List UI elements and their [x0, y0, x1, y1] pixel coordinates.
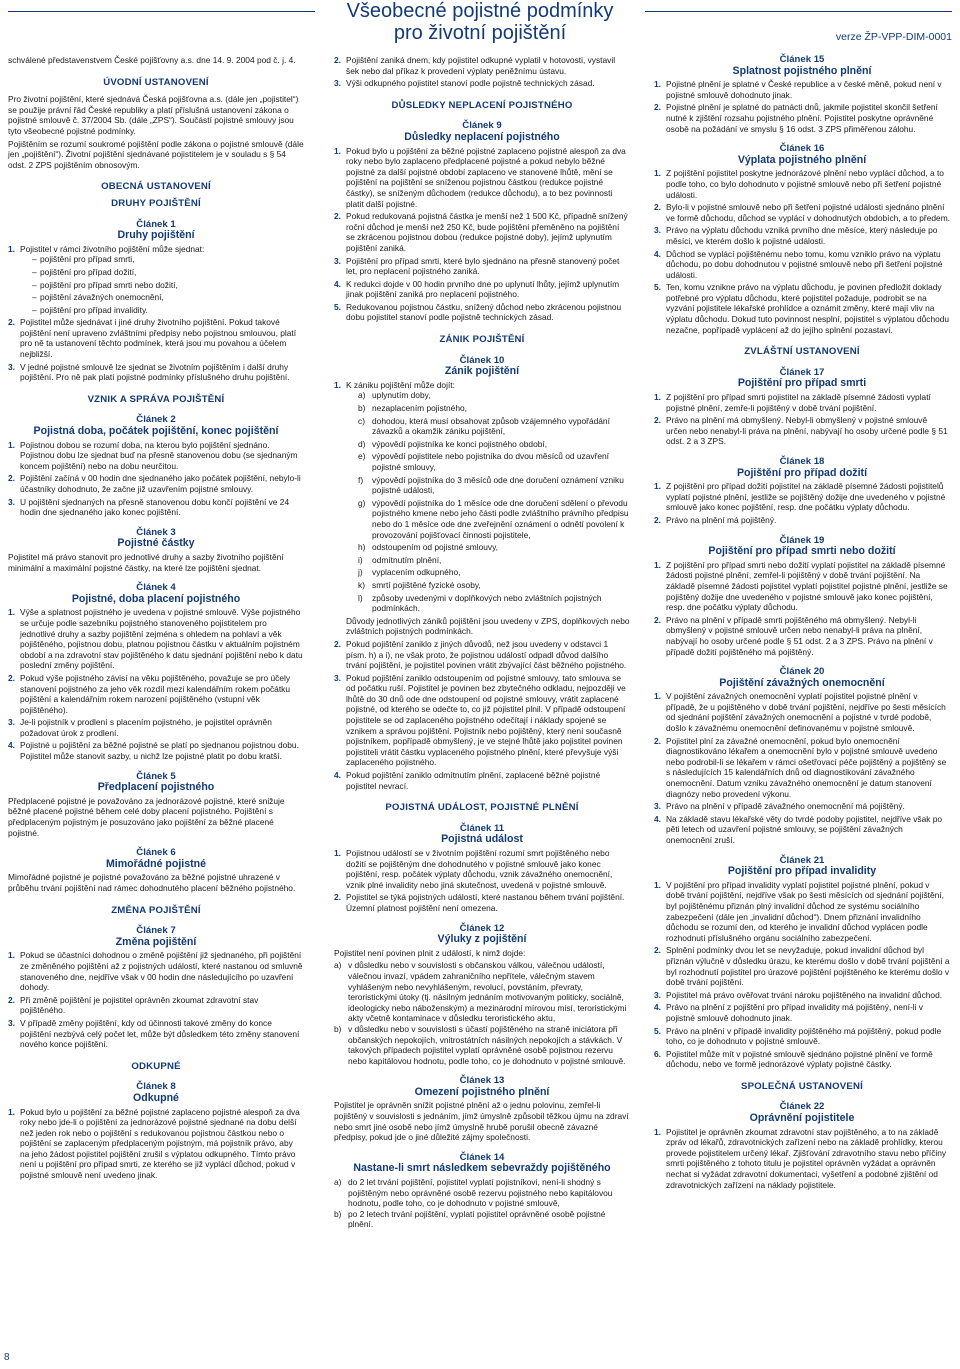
article-10-list [334, 380, 630, 791]
article-1-list [8, 244, 304, 383]
list-item: 2. Právo na plnění v případě smrti pojištěného má obmyšlený. Nebyl-li obmyšlený v pojistné smlouvě určen nebo nenabyl-li práva na plnění, nabývají ho osoby určené podle § 51 odst. 2 a 3 ZPS. Právo na plnění v případě dožití pojištěného má pojištěný. [654, 614, 933, 657]
list-item: 2. Pojištění zaniká dnem, kdy pojistitel odkupné vyplatil v hotovosti, vystavil šek nebo dal příkaz k provedení výplaty peněžnímu ústavu. [334, 55, 616, 76]
article-14-number: Článek 14 [459, 1151, 505, 1163]
article-8-number: Článek 8 [136, 1081, 176, 1093]
list-item: 3. Je-li pojistník v prodlení s placením pojistného, je pojistitel oprávněn požadovat úrok z prodlení. [8, 717, 272, 738]
article-19-number: Článek 19 [779, 534, 825, 546]
section-zanik: ZÁNIK POJIŠTĚNÍ [439, 334, 525, 346]
article-2-number: Článek 2 [136, 414, 176, 426]
article-8-list-cont [334, 55, 630, 89]
list-item: 1. K zániku pojištění může dojít: a) uplynutím doby, b) nezaplacením pojistného, c) dohodou, která musí obsahovat způsob vzájemného vypořádání závazků a okamžik zániku pojištění, d) výpovědí pojistníka ke konci pojistného období, e) výpovědí pojistitele nebo pojistníka do dvou měsíců od uzavření pojistné smlouvy, f) výpovědí pojistníka do 3 měsíců ode dne doručení oznámení vzniku pojistné události, g) výpovědí pojistníka do 1 měsíce ode dne doručení sdělení o převodu pojistného kmene nebo jeho části podle zvláštního právního předpisu nebo do 1 měsíce ode dne zveřejnění oznámení o odnětí povolení k provozování pojišťovací činnosti pojistitele, h) odstoupením od pojistné smlouvy, i) odmítnutím plnění, j) vyplacením odkupného, k) smrtí pojištěné fyzické osoby, l) způsoby uvedenými v doplňkových nebo zvláštních pojistných podmínkách. Důvody jednotlivých zániků pojištění jsou uvedeny v ZPS, doplňkových nebo zvláštních pojistných podmínkách. [334, 379, 630, 637]
list-item: 2. Pojištění začíná v 00 hodin dne sjednaného jako počátek pojištění, nebylo-li účastníky dohodnuto, že začne již uzavřením pojistné smlouvy. [8, 473, 301, 494]
version-label: verze ŽP-VPP-DIM-0001 [835, 31, 952, 43]
section-dusledky: DŮSLEDKY NEPLACENÍ POJISTNÉHO [391, 99, 573, 111]
list-item: 2. Pokud pojištění zaniklo z jiných důvodů, než jsou uvedeny v odstavci 1 písm. h) a i), ne však proto, že pojistnou událostí odpadl důvod dalšího trvání pojištění, je pojistitel povinen vrátit zbývající část běžného pojistného. [334, 638, 627, 671]
list-item: 2. Pojistitel se týká pojistných událostí, které nastanou během trvání pojištění. Územní platnost pojištění není omezena. [334, 892, 625, 913]
article-16-list [654, 168, 950, 335]
list-item: b) nezaplacením pojistného, [358, 403, 467, 414]
article-17-list [654, 392, 950, 447]
article-10-note: Důvody jednotlivých zániků pojištění jsou uvedeny v ZPS, doplňkových nebo zvláštních pojistných podmínkách. [346, 615, 630, 637]
list-item: 2. Pokud redukovaná pojistná částka je menší než 1 500 Kč, případně snížený roční důchod je menší než 250 Kč, bude pojištění přeměněno na pojištění se zkrácenou pojistnou dobou (redukce pojistné doby), jejímž uplynutím pojištění zaniká. [334, 211, 628, 253]
section-zvlastni: ZVLÁŠTNÍ USTANOVENÍ [744, 346, 860, 358]
article-20-number: Článek 20 [779, 666, 825, 678]
section-zmena: ZMĚNA POJIŠTĚNÍ [111, 904, 201, 916]
column-right [654, 55, 950, 1192]
list-item: j) vyplacením odkupného, [358, 567, 461, 578]
list-item: 1. Pojistnou dobou se rozumí doba, na kterou bylo pojištění sjednáno. Pojistnou dobu lze sjednat buď na přesně stanovenou dobu (se sjednaným koncem pojištění) nebo na dobu neurčitou. [8, 439, 298, 471]
article-1-item-2: 2. Pojistitel může sjednávat i jiné druhy životního pojištění. Pokud takové pojištění není upraveno zvláštními předpisy nebo pojistnou smlouvou, platí pro ně ta ustanovení těchto podmínek, která jsou mu povahou a účelem nejbližší. [8, 317, 297, 360]
list-item: 2. Pokud výše pojistného závisí na věku pojištěného, považuje se pro účely stanovení pojistného za jeho věk rozdíl mezi kalendářním rokem počátku pojištění a kalendářním rokem narození pojištěného (vstupní věk pojištěného). [8, 672, 291, 715]
section-vznik: VZNIK A SPRÁVA POJIŠTĚNÍ [87, 393, 225, 405]
article-22-title: Oprávnění pojistitele [749, 1112, 855, 1125]
list-item: 1. Z pojištění pojistitel poskytne jednorázové plnění nebo vyplácí důchod, a to podle toho, co bylo dohodnuto v pojistné smlouvě nebo při šetření pojistné události. [654, 168, 944, 200]
list-item: 3. U pojištění sjednaných na přesně stanovenou dobu končí pojištění ve 24 hodin dne sjednaného jako konec pojištění. [8, 496, 290, 518]
section-obecna: OBECNÁ USTANOVENÍ [101, 181, 211, 193]
list-item: g) výpovědí pojistníka do 1 měsíce ode dne doručení sdělení o převodu pojistného kmene nebo jeho části podle zvláštního právního předpisu nebo do 1 měsíce ode dne zveřejnění oznámení o odnětí povolení k provozování pojišťovací činnosti pojistitele, [358, 497, 629, 540]
article-18-list [654, 481, 950, 525]
article-22-list [654, 1127, 950, 1191]
list-item: b) po 2 letech trvání pojištění, vyplatí pojistitel oprávněné osobě pojistné plnění. [334, 1208, 606, 1230]
list-item: 3. Právo na plnění v případě závažného onemocnění má pojištěný. [654, 801, 905, 812]
list-item: e) výpovědí pojistitele nebo pojistníka do dvou měsíců od uzavření pojistné smlouvy, [358, 451, 609, 472]
list-item: 5. Ten, komu vznikne právo na výplatu důchodu, je povinen předložit doklady potřebné pro výplatu důchodu, které pojistitel požaduje, podrobit se na vyzvání pojistitele lékařské prohlídce a oznámit změny, které mají vliv na výplatu důchodu. Dokud tuto povinnost nesplní, pojistitel s výplatou důchodu nezačne, popřípadě vyplácení až do jejího splnění pozastaví. [654, 282, 950, 335]
list-item: 1. Pojistnou událostí se v životním pojištění rozumí smrt pojištěného nebo dožití se pojištěným dne dohodnutého v pojistné smlouvě jako konec pojištění, resp. počátek výplaty důchodu, vznik závažného onemocnění, vznik plné invalidity nebo jiná skutečnost, uvedená v pojistné smlouvě. [334, 848, 613, 890]
column-left [8, 55, 304, 1183]
article-1-item-3: 3. V jedné pojistné smlouvě lze sjednat se životním pojištěním i další druhy pojištění. Pro ně pak platí pojistné podmínky příslušného druhu pojištění. [8, 361, 290, 383]
suicide-clauses-list [334, 1177, 630, 1230]
article-18-number: Článek 18 [779, 456, 825, 467]
article-10-title: Zánik pojištění [444, 365, 520, 378]
list-item: 3. Pojistitel má právo ověřovat trvání nároku pojištěného na invalidní důchod. [654, 989, 943, 1000]
article-19-list [654, 560, 950, 657]
list-item: 3. Pokud pojištění zaniklo odstoupením od pojistné smlouvy, tato smlouva se od počátku ruší. Pojistitel je povinen bez zbytečného odkladu, nejpozději ve lhůtě do 30 dnů ode dne odstoupení od pojistné smlouvy, vrátit zaplacené pojistné, od kterého se odečte to, co již pojistitel plnil. V případě odstoupení pojistitele se od zaplaceného pojistného odečítají i náklady spojené se vznikem a správou pojištění. Pojistník nebo pojištěný, který není současně pojistníkem, popřípadě obmyšlený, je ve stejné lhůtě jako pojistitel povinen pojistiteli vrátit částku vyplaceného pojistného plnění, které převyšuje výši zaplaceného pojistného. [334, 672, 626, 768]
insurance-types-list [20, 254, 304, 315]
list-item: 1. V pojištění pro případ invalidity vyplatí pojistitel pojistné plnění, pokud v době trvání pojištění, nejdříve však po šesti měsících od sjednání pojištění, byl pojištěnému přiznán plný invalidní důchod ze systému sociálního zabezpečení (dále jen „invalidní důchod“). Dnem přiznání invalidního důchodu se rozumí den, od kterého je invalidní důchod vyplácen podle rozhodnutí příslušného orgánu sociálního zabezpečení. [654, 879, 944, 943]
article-17-title: Pojištění pro případ smrti [737, 377, 867, 390]
list-item: 3. Pojištění pro případ smrti, které bylo sjednáno na přesně stanovený počet let, pro neplacení pojistného zaniká. [334, 255, 620, 277]
list-item: – pojištění pro případ invalidity. [32, 305, 304, 316]
article-12-intro: Pojistitel není povinen plnit z událostí, k nimž dojde: [334, 947, 526, 958]
list-item: 4. Právo na plnění z pojištění pro případ invalidity má pojištěný, není-li v pojistné smlouvě dohodnuto jinak. [654, 1002, 923, 1023]
uvod-paragraph-1: Pro životní pojištění, které sjednává Česká pojišťovna a.s. (dále jen „pojistitel“) se použije právní řád České republiky a platí příslušná ustanovení zákona o pojistné smlouvě č. 37/2004 Sb. (dále „ZPS“). Součástí pojistné smlouvy jsou tyto všeobecné pojistné podmínky. [8, 94, 299, 136]
article-9-number: Článek 9 [462, 120, 502, 132]
section-spolecna: SPOLEČNÁ USTANOVENÍ [741, 1080, 863, 1092]
termination-reasons-list [346, 390, 630, 613]
section-uvod: ÚVODNÍ USTANOVENÍ [103, 76, 209, 88]
article-11-title: Pojistná událost [441, 833, 523, 846]
article-1-title: Druhy pojištění [117, 229, 195, 242]
list-item: 2. Splnění podmínky dvou let se nevyžaduje, pokud invalidní důchod byl přiznán výlučně v důsledku úrazu, ke kterému došlo v době trvání pojištění a byl rozhodnutí pojistitel pro úrazové pojištění pojištěného ke kterému došlo v době trvání pojištění. [654, 945, 950, 988]
article-21-list [654, 880, 950, 1070]
article-15-list [654, 79, 950, 134]
list-item: 4. Důchod se vyplácí pojištěnému nebo tomu, komu vzniklo právo na výplatu důchodu, po dobu dohodnutou v pojistné smlouvě nebo při šetření pojistné události. [654, 248, 943, 280]
article-6-number: Článek 6 [136, 847, 176, 859]
section-odkupne: ODKUPNÉ [131, 1060, 181, 1072]
article-15-number: Článek 15 [779, 54, 825, 65]
article-4-title: Pojistné, doba placení pojistného [71, 592, 241, 605]
list-item: 1. Pokud bylo u pojištění za běžné pojistné zaplaceno pojistné alespoň za dva roky nebo bylo zaplaceno předplacené pojistné a pokud nebylo běžné pojistné za další pojistné období zaplaceno ve stanovené lhůtě, mění se pojištění na pojištění se sníženou pojistnou částkou (redukce pojistné částky), se sníženým důchodem (redukce důchodu), a to bez povinnosti platit další pojistné. [334, 145, 626, 209]
list-item: 1. Pokud se účastníci dohodnou o změně pojištění již sjednaného, při pojištění ze změněného pojištění až z pojistných událostí, které nastanou od smluvně stanoveného dne, nejdříve však v 00 hodin dne následujícího po uzavření dohody. [8, 950, 303, 993]
list-item: 2. Pojistné plnění je splatné do patnácti dnů, jakmile pojistitel skončil šetření nutné k zjištění rozsahu pojistného plnění. Pojistitel poskytne oprávněné osobě na požádání ve smyslu § 16 odst. 3 ZPS přiměřenou zálohu. [654, 102, 938, 134]
uvod-paragraph-2: Pojištěním se rozumí soukromé pojištění podle zákona o pojistné smlouvě (dále jen „pojištění“). Životní pojištění sjednávané pojistitelem je v souladu s § 54 odst. 2 ZPS pojištěním obnosovým. [8, 138, 304, 170]
list-item: 1. Výše a splatnost pojistného je uvedena v pojistné smlouvě. Výše pojistného se určuje podle sazebníku pojistného stanoveného pojistitelem pro jednotlivé druhy a sazby pojištění zejména s ohledem na pohlaví a věk pojištěného, pojistnou dobu, platnou pojistnou částku v aktuálním pojistném období a na zdravotní stav pojištěného k datu sjednání pojištění nebo k datu poslední změny pojištění. [8, 607, 303, 671]
list-item: 1. Pokud bylo u pojištění za běžné pojistné zaplaceno pojistné alespoň za dva roky nebo jde-li o pojištění za jednorázové pojistné sjednané na dobu delší než jeden rok nebo o pojištění s redukovanou pojistnou částkou nebo o pojištění se zaplaceným předplaceným pojistným, má pojistník právo, aby na jeho žádost pojistitel pojištění zrušil s výplatou odkupného. Tímto právo není u pojištění pro případ smrti, ze kterého se již vyplácí důchod, pokud v pojistné smlouvě není uvedeno jinak. [8, 1106, 300, 1181]
column-middle [334, 55, 630, 1230]
article-4-number: Článek 4 [136, 582, 176, 594]
list-item: 4. Pojistné u pojištění za běžné pojistné se platí po sjednanou pojistnou dobu. Pojistitel může stanovit sazby, u nichž lze pojistné platit po dobu kratší. [8, 740, 299, 762]
list-item: 2. Právo na plnění má pojištěný. [654, 514, 777, 525]
article-14-title: Nastane-li smrt následkem sebevraždy pojištěného [353, 1162, 611, 1175]
list-item: – pojištění pro případ smrti, [32, 254, 304, 265]
article-21-number: Článek 21 [779, 854, 825, 866]
article-19-title: Pojištění pro případ smrti nebo dožití [708, 545, 896, 558]
section-druhy: DRUHY POJIŠTĚNÍ [111, 197, 201, 209]
document-title [0, 0, 960, 44]
document-title-line2: pro životní pojištění [315, 22, 645, 44]
article-7-title: Změna pojištění [115, 935, 197, 948]
list-item: a) v důsledku nebo v souvislosti s občanskou válkou, válečnou událostí, válečnou invazí, vpádem zahraničního nepřítele, válečným stavem vyhlášeným nebo nevyhlášeným, revolucí, povstáním, převraty, teroristickými útoky (tj. násilným jednáním motivovaným politicky, sociálně, ideologicky nebo náboženským) a mezinárodní mírovou misí, teroristickými akty včetně kontaminace v důsledku teroristického aktu, [334, 960, 627, 1024]
list-item: 1. Z pojištění pro případ smrti pojistitel na základě písemné žádosti vyplatí pojistné plnění, zemře-li pojištěný v době trvání pojištění. [654, 392, 931, 413]
article-13-number: Článek 13 [459, 1075, 505, 1087]
article-1-item-1: 1. Pojistitel v rámci životního pojištění může sjednat: – pojištění pro případ smrti, – pojištění pro případ dožití, – pojištění pro případ smrti nebo dožití, – pojištění závažných onemocnění, – pojištění pro případ invalidity. [8, 244, 304, 316]
page-number: 8 [4, 1352, 10, 1363]
list-item: 2. Pojistitel plní za závažné onemocnění, pokud bylo onemocnění diagnostikováno lékařem a onemocnění bylo v pojistné smlouvě uvedeno nebo podrobil-li se lékařem v rámci ošetřovací péče pojištěný a pojištěný se s následujících 15 kalendářních dnů od diagnostikování závažného onemocnění. Datum vzniku závažného onemocnění je datum stanovení diagnózy nebo provedení výkonu. [654, 735, 947, 799]
list-item: 2. Právo na plnění má obmyšlený. Nebyl-li obmyšlený v pojistné smlouvě určen nebo nenabyl-li práva na plnění, nabývají ho osoby určené podle § 51 odst. 2 a 3 ZPS. [654, 415, 948, 447]
article-12-title: Výluky z pojištění [437, 933, 527, 946]
list-item: i) odmítnutím plnění, [358, 554, 442, 565]
article-2-list [8, 440, 304, 518]
article-8-title: Odkupné [133, 1091, 179, 1104]
article-5-title: Předplacení pojistného [97, 781, 215, 794]
list-item: 1. Pojistitel je oprávněn zkoumat zdravotní stav pojištěného, a to na základě zpráv od lékařů, zdravotnických zařízení nebo na základě prohlídky, kterou provede pojistitelem určený lékař. Zjišťování zdravotního stavu nebo příčiny smrti pojištěného z tohoto titulu je pojistitel oprávněn vyžádat a oprávněn nechat si vyžádat zdravotní dokumentaci, vyšetření a podobné zjištění od zdravotnických zařízení na náklady pojistitele. [654, 1126, 947, 1190]
intro-tail: schválené představenstvem České pojišťovny a.s. dne 14. 9. 2004 pod č. j. 4. [8, 55, 296, 65]
list-item: b) v důsledku nebo v souvislosti s účastí pojištěného na straně iniciátora při občanských nepokojích, vnitrostátních násilných nepokojích a stávkách. V takových případech pojistitel vyplatí oprávněné osobě pojistnou rezervu nebo kapitálovou hodnotu, podle toho, co je dohodnuto v pojistné smlouvě. [334, 1023, 626, 1066]
list-item: 1. V pojištění závažných onemocnění vyplatí pojistitel pojistné plnění v případě, že u pojištěného v době trvání pojištění, nejdříve po šesti měsících od sjednání pojištění závažných onemocnění a pojistné v tvrdé podobě, došlo k závažnému onemocnění definovanému v pojistné smlouvě. [654, 691, 946, 734]
article-10-number: Článek 10 [459, 354, 505, 366]
list-item: 5. Právo na plnění v případě invalidity pojištěného má pojištěný, pokud podle toho, co je dohodnuto v pojistné smlouvě. [654, 1025, 942, 1047]
article-20-list [654, 691, 950, 845]
document-title-line1: Všeobecné pojistné podmínky [315, 0, 645, 22]
list-item: 4. K redukci dojde v 00 hodin prvního dne po uplynutí lhůty, jejímž uplynutím jinak pojištění zaniká pro neplacení pojistného. [334, 278, 620, 300]
list-item: 3. Právo na výplatu důchodu vzniká prvního dne měsíce, který následuje po měsíci, ve kterém došlo k pojistné události. [654, 225, 938, 246]
list-item: a) uplynutím doby, [358, 390, 431, 401]
article-11-list [334, 848, 630, 914]
list-item: 2. Bylo-li v pojistné smlouvě nebo při šetření pojistné události sjednáno plnění ve formě důchodu, důchod se vyplácí v dohodnutých obdobích, a to předem. [654, 202, 951, 223]
list-item: 4. Na základě stavu lékařské věty do tvrdé podoby pojistitel, nejdříve však po pěti letech od uzavření pojistné smlouvy, se pojištění závažných onemocnění zruší. [654, 813, 943, 845]
article-16-title: Výplata pojistného plnění [737, 153, 867, 166]
list-item: 2. Při změně pojištění je pojistitel oprávněn zkoumat zdravotní stav pojištěného. [8, 994, 259, 1016]
list-item: l) způsoby uvedenými v doplňkových nebo zvláštních pojistných podmínkách. [358, 592, 602, 614]
article-15-title: Splatnost pojistného plnění [732, 64, 872, 77]
article-3-title: Pojistné částky [117, 537, 195, 550]
article-22-number: Článek 22 [779, 1101, 825, 1113]
article-5-number: Článek 5 [136, 770, 176, 782]
list-item: – pojištění pro případ smrti nebo dožití, [32, 280, 304, 291]
list-item: c) dohodou, která musí obsahovat způsob vzájemného vypořádání závazků a okamžik zániku pojištění, [358, 415, 610, 437]
article-17-number: Článek 17 [779, 366, 825, 378]
article-12-number: Článek 12 [459, 922, 505, 934]
article-2-title: Pojistná doba, počátek pojištění, konec pojištění [33, 425, 279, 438]
article-4-list [8, 607, 304, 761]
article-21-title: Pojištění pro případ invalidity [727, 865, 877, 878]
article-3-text: Pojistitel má právo stanovit pro jednotlivé druhy a sazby životního pojištění minimální a maximální pojistné částky, na které lze pojištění sjednat. [8, 551, 284, 573]
article-13-text: Pojistitel je oprávněn snížit pojistné plnění až o jednu polovinu, zemřel-li pojištěný v souvislosti s jednáním, jímž úmyslně způsobil těžkou újmu na zdraví nebo smrt jiné osobě nebo jímž úmyslně hrubě porušil obecně závazné předpisy, pokud jde o jiné důležité zájmy společnosti. [334, 1100, 629, 1143]
article-9-list [334, 146, 630, 324]
article-3-number: Článek 3 [136, 526, 176, 538]
article-20-title: Pojištění závažných onemocnění [719, 676, 885, 689]
list-item: 1. Z pojištění pro případ dožití pojistitel na základě písemné žádosti pojistitelů vyplatí pojistné plnění, jestliže se pojištěný dožije dne uvedeného v pojistné smlouvě jako konec pojištění, resp. dne počátku výplaty důchodu. [654, 481, 946, 513]
list-item: f) výpovědí pojistníka do 3 měsíců ode dne doručení oznámení vzniku pojistné události, [358, 474, 624, 496]
list-item: 5. Redukovanou pojistnou částku, snížený důchod nebo zkrácenou pojistnou dobu pojistitel stanoví podle pojistně technických zásad. [334, 301, 622, 323]
list-item: 6. Pojistitel může mít v pojistné smlouvě sjednáno pojistné plnění ve formě důchodu, nebo ve formě jednorázové výplaty pojistné částky. [654, 1048, 933, 1070]
page-header [0, 0, 960, 44]
article-11-number: Článek 11 [459, 822, 505, 834]
article-18-title: Pojištění pro případ dožití [736, 466, 868, 479]
section-udalost: POJISTNÁ UDÁLOST, POJISTNÉ PLNĚNÍ [385, 802, 579, 814]
list-item: – pojištění závažných onemocnění, [32, 292, 304, 303]
article-7-number: Článek 7 [136, 925, 176, 937]
article-16-number: Článek 16 [779, 143, 825, 155]
article-13-title: Omezení pojistného plnění [414, 1085, 550, 1098]
article-6-text: Mimořádné pojistné je pojistné považováno za běžné pojistné uhrazené v průběhu trvání pojištění nad rámec dohodnutého placení běžného pojistného. [8, 872, 296, 893]
list-item: 1. Pojistné plnění je splatné v České republice a v české měně, pokud není v pojistné smlouvě dohodnuto jinak. [654, 79, 942, 100]
list-item: 3. Výši odkupného pojistitel stanoví podle pojistně technických zásad. [334, 78, 595, 89]
list-item: 3. V případě změny pojištění, kdy od účinnosti takové změny do konce pojištění nezbývá celý počet let, může být důsledkem této změny stanovení nového konce pojištění. [8, 1017, 300, 1050]
article-8-list [8, 1107, 304, 1181]
article-9-title: Důsledky neplacení pojistného [404, 130, 560, 143]
list-item: – pojištění pro případ dožití, [32, 267, 304, 278]
list-item: 1. Z pojištění pro případ smrti nebo dožití vyplatí pojistitel na základě písemné žádosti pojistné plnění, zemřel-li pojištěný v době trvání pojištění. Na základě písemné žádosti pojistitel vyplatí pojistitel pojistné plnění, jestliže se pojištěný dožije dne uvedeného v pojistné smlouvě jako konec pojištění, resp. dne počátku výplaty důchodu. [654, 559, 948, 613]
list-item: d) výpovědí pojistníka ke konci pojistného období, [358, 438, 548, 449]
list-item: k) smrtí pojištěné fyzické osoby, [358, 579, 481, 590]
exclusions-list [334, 960, 630, 1066]
list-item: a) do 2 let trvání pojištění, pojistitel vyplatí pojistníkovi, není-li shodný s pojištěným nebo oprávněné osobě rezervu pojistného nebo kapitálovou hodnotu, podle toho, co je dohodnuto v pojistné smlouvě, [334, 1177, 613, 1209]
article-7-list [8, 950, 304, 1049]
article-6-title: Mimořádné pojistné [105, 857, 207, 870]
list-item: h) odstoupením od pojistné smlouvy, [358, 542, 499, 553]
list-item: 4. Pokud pojištění zaniklo odmítnutím plnění, zaplacené běžné pojistné pojistitel nevrací. [334, 770, 601, 791]
article-1-number: Článek 1 [136, 218, 176, 230]
article-5-text: Předplacené pojistné je považováno za jednorázové pojistné, které snižuje běžné placené pojistné během celé doby placení pojistného. Pojištění s předplaceným pojistným je posuzováno jako pojištění za běžné placené pojistné. [8, 795, 285, 838]
